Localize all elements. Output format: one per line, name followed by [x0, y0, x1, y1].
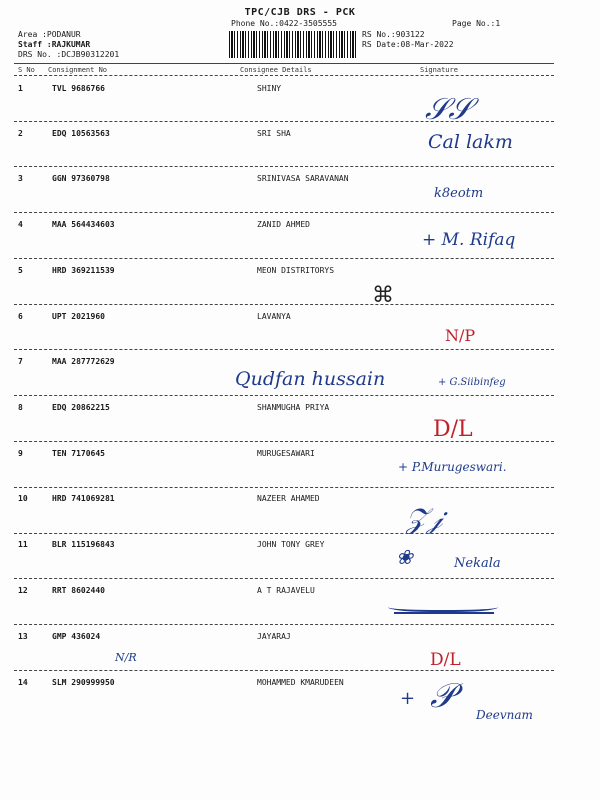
row-divider	[14, 578, 554, 579]
row-consignment-no: UPT 2021960	[52, 312, 105, 321]
row-divider	[14, 349, 554, 350]
table-row	[0, 586, 600, 606]
column-header-signature: Signature	[420, 66, 458, 74]
signature-row-10: 𝒵𝒿	[406, 502, 443, 535]
table-row	[0, 540, 600, 560]
row-divider	[14, 395, 554, 396]
row-sno: 2	[18, 129, 23, 138]
row-sno: 11	[18, 540, 28, 549]
row-sno: 13	[18, 632, 28, 641]
signature-row-7: Qudfan hussain	[235, 368, 386, 390]
signature-row-3: k8eotm	[434, 186, 484, 201]
row-divider	[14, 258, 554, 259]
row-consignee-details: MURUGESAWARI	[257, 449, 315, 458]
table-row	[0, 174, 600, 194]
staff-label: Staff :RAJKUMAR	[18, 40, 91, 49]
row-consignment-no: TVL 9686766	[52, 84, 105, 93]
phone-number: Phone No.:0422-3505555	[231, 19, 337, 28]
row-consignment-no: HRD 369211539	[52, 266, 115, 275]
row-sno: 6	[18, 312, 23, 321]
table-row	[0, 403, 600, 423]
barcode	[229, 31, 357, 58]
document-title: TPC/CJB DRS - PCK	[244, 7, 356, 18]
row-sno: 4	[18, 220, 23, 229]
row-divider	[14, 670, 554, 671]
column-header-sno: S No	[18, 66, 35, 74]
row-sno: 12	[18, 586, 28, 595]
signature-row-12	[388, 600, 498, 612]
row-consignment-no: TEN 7170645	[52, 449, 105, 458]
row-divider	[14, 624, 554, 625]
row-consignee-details: MOHAMMED KMARUDEEN	[257, 678, 344, 687]
signature-row-12-underline	[394, 612, 494, 614]
row-consignee-details: SRI SHA	[257, 129, 291, 138]
row-sno: 8	[18, 403, 23, 412]
row-divider	[14, 212, 554, 213]
row-consignment-no: SLM 290999950	[52, 678, 115, 687]
row-sno: 3	[18, 174, 23, 183]
table-row	[0, 678, 600, 698]
row-sno: 5	[18, 266, 23, 275]
row-consignment-no: GMP 436024	[52, 632, 101, 641]
header-divider	[14, 63, 554, 64]
row-consignment-no: MAA 287772629	[52, 357, 115, 366]
row-consignment-no: RRT 8602440	[52, 586, 105, 595]
row-consignee-details: SHINY	[257, 84, 282, 93]
page-number: Page No.:1	[452, 19, 501, 28]
row-sno: 14	[18, 678, 28, 687]
row-divider	[14, 121, 554, 122]
row-sno: 9	[18, 449, 23, 458]
row-sno: 7	[18, 357, 23, 366]
signature-row-7-witness: + G.Siibinfeg	[438, 377, 506, 388]
row-divider	[14, 487, 554, 488]
row-divider	[14, 304, 554, 305]
row-consignee-details: SHANMUGHA PRIYA	[257, 403, 330, 412]
row-consignee-details: A T RAJAVELU	[257, 586, 315, 595]
signature-row-14-flourish: 𝒫	[430, 676, 455, 716]
row-consignee-details: JOHN TONY GREY	[257, 540, 325, 549]
table-row	[0, 632, 600, 652]
signature-row-5: ⌘	[372, 283, 394, 308]
drs-number: DRS No. :DCJB90312201	[18, 50, 120, 59]
signature-row-13: D/L	[430, 650, 461, 670]
row-consignment-no: HRD 741069281	[52, 494, 115, 503]
row-consignee-details: SRINIVASA SARAVANAN	[257, 174, 349, 183]
row-consignee-details: NAZEER AHAMED	[257, 494, 320, 503]
signature-row-2: Cal lakm	[428, 131, 513, 153]
row-consignment-no: GGN 97360798	[52, 174, 110, 183]
signature-row-14-mark: +	[400, 688, 416, 709]
row-divider	[14, 441, 554, 442]
row-consignment-no: MAA 564434603	[52, 220, 115, 229]
row-consignment-no: EDQ 10563563	[52, 129, 110, 138]
signature-row-4: + M. Rifaq	[422, 230, 516, 250]
row-consignee-details: MEON DISTRITORYS	[257, 266, 335, 275]
row-consignee-details: JAYARAJ	[257, 632, 291, 641]
row-sno: 1	[18, 84, 23, 93]
row-divider	[14, 533, 554, 534]
table-row	[0, 266, 600, 286]
row-consignment-no: EDQ 20862215	[52, 403, 110, 412]
signature-row-13-note: N/R	[115, 651, 137, 664]
signature-row-11-mark: ❀	[396, 545, 413, 569]
row-consignee-details: LAVANYA	[257, 312, 291, 321]
signature-row-11: Nekala	[454, 556, 501, 571]
column-header-divider	[14, 75, 554, 76]
table-row	[0, 84, 600, 104]
signature-row-14: Deevnam	[476, 708, 533, 722]
column-header-details: Consignee Details	[240, 66, 312, 74]
signature-row-6: N/P	[445, 326, 476, 345]
area-label: Area :PODANUR	[18, 30, 81, 39]
table-row	[0, 312, 600, 332]
signature-row-8: D/L	[433, 417, 473, 442]
row-sno: 10	[18, 494, 28, 503]
table-row	[0, 494, 600, 514]
row-divider	[14, 166, 554, 167]
signature-row-9: + P.Murugeswari.	[398, 460, 507, 474]
column-header-consignment: Consignment No	[48, 66, 108, 74]
table-row	[0, 449, 600, 469]
rs-number: RS No.:903122	[362, 30, 425, 39]
rs-date: RS Date:08-Mar-2022	[362, 40, 454, 49]
row-consignment-no: BLR 115196843	[52, 540, 115, 549]
row-consignee-details: ZANID AHMED	[257, 220, 310, 229]
signature-row-1: 𝒮𝒮	[425, 92, 472, 127]
